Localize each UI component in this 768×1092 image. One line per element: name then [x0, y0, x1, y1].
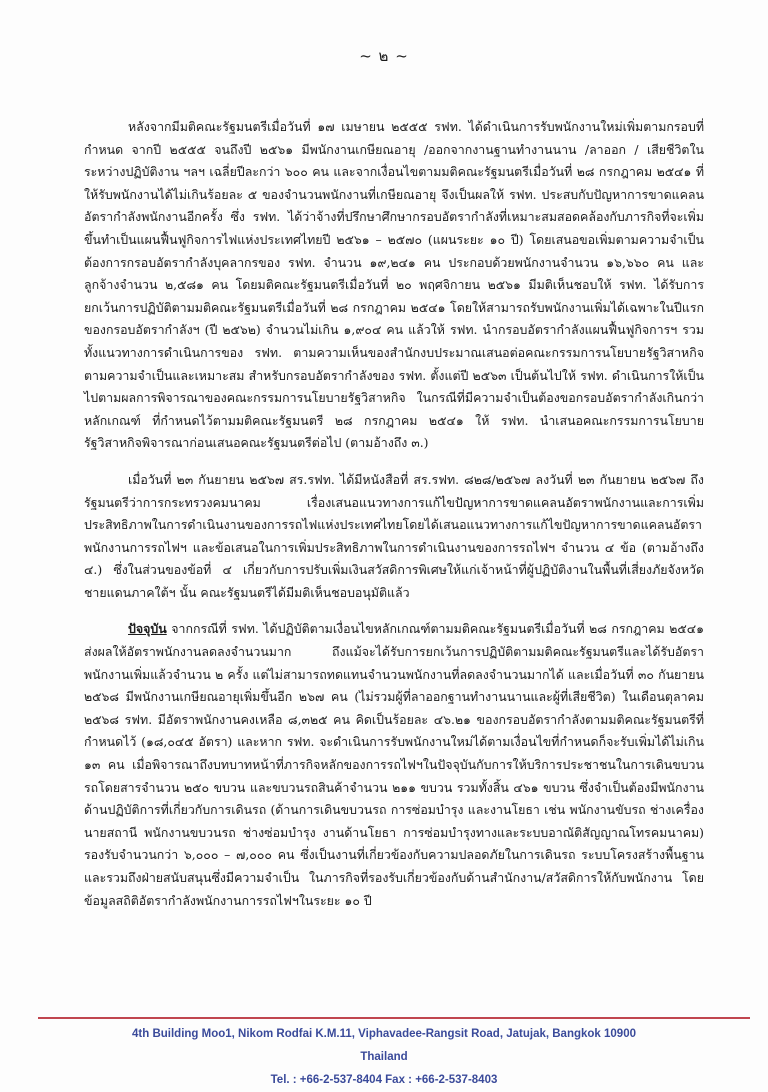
current-status-heading: ปัจจุบัน: [128, 621, 167, 637]
footer-contact: Tel. : +66-2-537-8404 Fax : +66-2-537-8403: [270, 1074, 498, 1086]
footer-address: 4th Building Moo1, Nikom Rodfai K.M.11, Viphavadee-Rangsit Road, Jatujak, Bangkok 10900: [132, 1028, 636, 1040]
paragraph-history: หลังจากมีมติคณะรัฐมนตรีเมื่อวันที่ ๑๗ เมษายน ๒๕๕๕ รฟท. ได้ดำเนินการรับพนักงานใหม่เพิ่มตามกรอบที่กำหนด จากปี ๒๕๕๕ จนถึงปี ๒๕๖๑ มีพนักงานเกษียณอายุ /ออกจากงานฐานทำงานนาน /ลาออก / เสียชีวิตในระหว่างปฏิบัติงาน ฯลฯ เฉลี่ยปีละกว่า ๖๐๐ คน และจากเงื่อนไขตามมติคณะรัฐมนตรีเมื่อวันที่ ๒๘ กรกฎาคม ๒๕๔๑ ที่ให้รับพนักงานได้ไม่เกินร้อยละ ๕ ของจำนวนพนักงานที่เกษียณอายุ จึงเป็นผลให้ รฟท. ประสบกับปัญหาการขาดแคลนอัตรากำลังพนักงานอีกครั้ง ซึ่ง รฟท. ได้ว่าจ้างที่ปรึกษาศึกษากรอบอัตรากำลังที่เหมาะสมสอดคล้องกับภารกิจที่จะเพิ่มขึ้นทำเป็นแผนฟื้นฟูกิจการไฟแห่งประเทศไทยปี ๒๕๖๑ – ๒๕๗๐ (แผนระยะ ๑๐ ปี) โดยเสนอขอเพิ่มตามความจำเป็นต้องการกรอบอัตรากำลังบุคลากรของ รฟท. จำนวน ๑๙,๒๔๑ คน ประกอบด้วยพนักงานจำนวน ๑๖,๖๖๐ คน และลูกจ้างจำนวน ๒,๕๘๑ คน โดยมติคณะรัฐมนตรีเมื่อวันที่ ๒๐ พฤศจิกายน ๒๕๖๑ มีมติเห็นชอบให้ รฟท. ได้รับการยกเว้นการปฏิบัติตามมติคณะรัฐมนตรีเมื่อวันที่ ๒๘ กรกฎาคม ๒๕๔๑ โดยให้สามารถรับพนักงานเพิ่มได้เฉพาะในปีแรกของกรอบอัตรากำลังฯ (ปี ๒๕๖๒) จำนวนไม่เกิน ๑,๙๐๔ คน แล้วให้ รฟท. นำกรอบอัตรากำลังแผนฟื้นฟูกิจการฯ รวมทั้งแนวทางการดำเนินการของ รฟท. ตามความเห็นของสำนักงบประมาณเสนอต่อคณะกรรมการนโยบายรัฐวิสาหกิจตามความจำเป็นและเหมาะสม สำหรับกรอบอัตรากำลังของ รฟท. ตั้งแต่ปี ๒๕๖๓ เป็นต้นไปให้ รฟท. ดำเนินการให้เป็นไปตามผลการพิจารณาของคณะกรรมการนโยบายรัฐวิสาหกิจ ในกรณีที่มีความจำเป็นต้องขอกรอบอัตรากำลังเกินกว่าหลักเกณฑ์ ที่กำหนดไว้ตามมติคณะรัฐมนตรี ๒๘ กรกฎาคม ๒๕๔๑ ให้ รฟท. นำเสนอคณะกรรมการนโยบายรัฐวิสาหกิจพิจารณาก่อนเสนอคณะรัฐมนตรีต่อไป (ตามอ้างถึง ๓.): [84, 119, 704, 451]
letterhead-footer: [0, 1023, 768, 1092]
paragraph-current-status: [84, 618, 704, 912]
current-status-text: จากกรณีที่ รฟท. ได้ปฏิบัติตามเงื่อนไขหลักเกณฑ์ตามมติคณะรัฐมนตรีเมื่อวันที่ ๒๘ กรกฎาคม ๒๕๔๑ ส่งผลให้อัตราพนักงานลดลงจำนวนมาก ถึงแม้จะได้รับการยกเว้นการปฏิบัติตามมติคณะรัฐมนตรีและได้รับอัตราพนักงานเพิ่มแล้วจำนวน ๒ ครั้ง แต่ไม่สามารถทดแทนจำนวนพนักงานที่ลดลงจำนวนมากได้ และเมื่อวันที่ ๓๐ กันยายน ๒๕๖๘ มีพนักงานเกษียณอายุเพิ่มขึ้นอีก ๒๖๗ คน (ไม่รวมผู้ที่ลาออกฐานทำงานนานและผู้ที่เสียชีวิต) ในเดือนตุลาคม ๒๕๖๘ รฟท. มีอัตราพนักงานคงเหลือ ๘,๓๒๕ คน คิดเป็นร้อยละ ๔๖.๒๑ ของกรอบอัตรากำลังตามมติคณะรัฐมนตรีที่กำหนดไว้ (๑๘,๐๔๕ อัตรา) และหาก รฟท. จะดำเนินการรับพนักงานใหม่ได้ตามเงื่อนไขที่กำหนดก็จะรับเพิ่มได้ไม่เกิน ๑๓ คน เมื่อพิจารณาถึงบทบาทหน้าที่ภารกิจหลักของการรถไฟฯในปัจจุบันกับการให้บริการประชาชนในการเดินขบวนรถโดยสารจำนวน ๒๕๐ ขบวน และขบวนรถสินค้าจำนวน ๒๑๑ ขบวน รวมทั้งสิ้น ๔๖๑ ขบวน ซึ่งจำเป็นต้องมีพนักงานด้านปฏิบัติการที่เกี่ยวกับการเดินรถ (ด้านการเดินขบวนรถ การซ่อมบำรุง และงานโยธา เช่น พนักงานขับรถ ช่างเครื่อง นายสถานี พนักงานขบวนรถ ช่างซ่อมบำรุง งานด้านโยธา การซ่อมบำรุงทางและระบบอาณัติสัญญาณโทรคมนาคม) รองรับจำนวนกว่า ๖,๐๐๐ – ๗,๐๐๐ คน ซึ่งเป็นงานที่เกี่ยวข้องกับความปลอดภัยในการเดินรถ ระบบโครงสร้างพื้นฐาน และรวมถึงฝ่ายสนับสนุนซึ่งมีความจำเป็น ในภารกิจที่รองรับเกี่ยวข้องกับด้านสำนักงาน/สวัสดิการให้กับพนักงาน โดยข้อมูลสถิติอัตรากำลังพนักงานการรถไฟฯในระยะ ๑๐ ปี: [84, 621, 704, 908]
letter-body: [84, 116, 704, 926]
paragraph-union-letter: เมื่อวันที่ ๒๓ กันยายน ๒๕๖๗ สร.รฟท. ได้มีหนังสือที่ สร.รฟท. ๘๒๘/๒๕๖๗ ลงวันที่ ๒๓ กันยายน ๒๕๖๗ ถึงรัฐมนตรีว่าการกระทรวงคมนาคม เรื่องเสนอแนวทางการแก้ไขปัญหาการขาดแคลนอัตราพนักงานและการเพิ่มประสิทธิภาพในการดำเนินงานของการรถไฟแห่งประเทศไทยโดยได้เสนอแนวทางการแก้ไขปัญหาการขาดแคลนอัตราพนักงานการรถไฟฯ และข้อเสนอในการเพิ่มประสิทธิภาพในการดำเนินงานของการรถไฟฯ จำนวน ๔ ข้อ (ตามอ้างถึง ๔.) ซึ่งในส่วนของข้อที่ ๔ เกี่ยวกับการปรับเพิ่มเงินสวัสดิการพิเศษให้แก่เจ้าหน้าที่ผู้ปฏิบัติงานในพื้นที่เสี่ยงภัยจังหวัดชายแดนภาคใต้ฯ นั้น คณะรัฐมนตรีได้มีมติเห็นชอบอนุมัติแล้ว: [84, 471, 704, 600]
footer-country: Thailand: [360, 1051, 408, 1063]
footer-divider: [38, 1017, 750, 1019]
page-number: ~ ๒ ~: [359, 47, 409, 65]
